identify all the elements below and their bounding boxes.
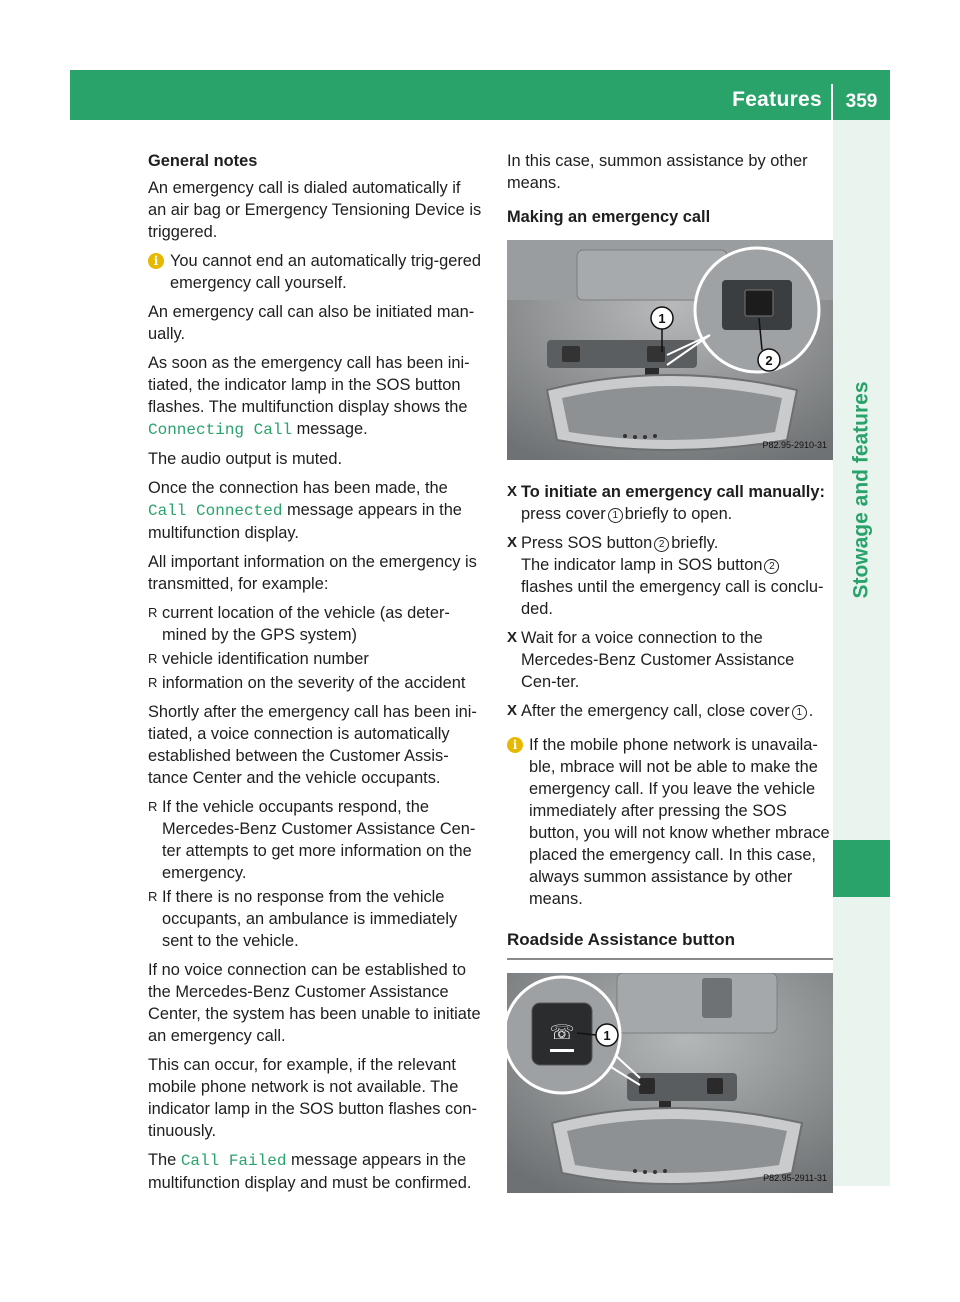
info-note xyxy=(507,734,833,910)
sos-button-figure xyxy=(507,240,833,460)
callout-2-icon: 2 xyxy=(654,537,669,552)
chapter-side-tab xyxy=(833,120,890,1186)
paragraph: If no voice connection can be established to the Mercedes-Benz Customer Assistance Center, the system has been unable to initiate an emergency call. xyxy=(148,961,481,1045)
list-item: R If the vehicle occupants respond, the Mercedes-Benz Customer Assistance Cen-ter attempts to get more information on the emergency. xyxy=(148,798,476,882)
overhead-control-panel-illustration xyxy=(507,240,833,460)
paragraph: An emergency call can also be initiated man-ually. xyxy=(148,303,475,343)
roadside-button-illustration xyxy=(507,973,833,1193)
list-item: R vehicle identification number xyxy=(148,650,369,668)
list-item: R current location of the vehicle (as deter-mined by the GPS system) xyxy=(148,604,450,644)
instruction-step: X Press SOS button 2 briefly. The indicator lamp in SOS button 2flashes until the emergency call is conclu-ded. xyxy=(507,534,824,618)
page-number: 359 xyxy=(845,91,878,112)
info-note xyxy=(148,250,483,294)
step-arrow-icon: X xyxy=(507,702,518,719)
response-list xyxy=(148,796,483,952)
transmitted-info-list xyxy=(148,602,483,694)
step-arrow-icon: X xyxy=(507,534,518,551)
info-icon: i xyxy=(507,737,523,753)
instruction-step: X Wait for a voice connection to the Mercedes-Benz Customer Assistance Cen-ter. xyxy=(507,629,795,691)
list-item: R information on the severity of the accident xyxy=(148,674,466,692)
info-note-text: If the mobile phone network is unavaila-ble, mbrace will not be able to make the emergency call. If you leave the vehicle immediately after pressing the SOS button, you will not know whether mbrace placed the emergency call. In this case, always summon assistance by other means. xyxy=(529,736,830,908)
svg-text:☏: ☏ xyxy=(549,1020,575,1044)
info-note-text: You cannot end an automatically trig-gered emergency call yourself. xyxy=(170,252,482,292)
svg-text:1: 1 xyxy=(603,1028,611,1043)
paragraph: The Call Failed message appears in the multifunction display and must be confirmed. xyxy=(148,1151,472,1192)
left-column xyxy=(148,150,483,1201)
general-notes-heading: General notes xyxy=(148,152,258,170)
callout-1-icon: 1 xyxy=(792,705,807,720)
info-icon: i xyxy=(148,253,164,269)
making-emergency-call-heading: Making an emergency call xyxy=(507,208,711,226)
roadside-assistance-heading: Roadside Assistance button xyxy=(507,929,833,960)
list-item: R If there is no response from the vehicle occupants, an ambulance is immediately sent to the vehicle. xyxy=(148,888,458,950)
chapter-marker xyxy=(833,840,890,897)
instruction-step: X To initiate an emergency call manually: press cover 1 briefly to open. xyxy=(507,483,825,523)
roadside-button-figure xyxy=(507,973,833,1193)
bullet-icon: R xyxy=(148,799,158,814)
figure-code: P82.95-2911-31 xyxy=(763,1173,827,1183)
paragraph: In this case, summon assistance by other means. xyxy=(507,152,808,192)
display-message-call-failed: Call Failed xyxy=(180,1152,287,1170)
callout-2-icon: 2 xyxy=(764,559,779,574)
bullet-icon: R xyxy=(148,605,158,620)
step-title: To initiate an emergency call manually: xyxy=(521,483,825,501)
instruction-step: X After the emergency call, close cover 1 . xyxy=(507,702,814,720)
display-message-call-connected: Call Connected xyxy=(148,502,283,520)
paragraph: Once the connection has been made, the Call Connected message appears in the multifunction display. xyxy=(148,479,462,542)
bullet-icon: R xyxy=(148,889,158,904)
svg-text:1: 1 xyxy=(658,311,666,326)
paragraph: All important information on the emergency is transmitted, for example: xyxy=(148,553,477,593)
display-message-connecting-call: Connecting Call xyxy=(148,421,293,439)
page-header xyxy=(70,70,890,120)
bullet-icon: R xyxy=(148,651,158,666)
step-arrow-icon: X xyxy=(507,629,518,646)
callout-1-icon: 1 xyxy=(608,508,623,523)
paragraph: The audio output is muted. xyxy=(148,450,343,468)
paragraph: An emergency call is dialed automatically if an air bag or Emergency Tensioning Device is triggered. xyxy=(148,179,482,241)
figure-code: P82.95-2910-31 xyxy=(762,440,827,450)
step-arrow-icon: X xyxy=(507,483,518,500)
chapter-label: Stowage and features xyxy=(849,381,873,599)
bullet-icon: R xyxy=(148,675,158,690)
paragraph: As soon as the emergency call has been ini-tiated, the indicator lamp in the SOS button flashes. The multifunction display shows the Connecting Call message. xyxy=(148,354,470,439)
paragraph: Shortly after the emergency call has been ini-tiated, a voice connection is automatically established between the Customer Assis-tance Center and the vehicle occupants. xyxy=(148,703,477,787)
right-column xyxy=(507,150,833,1214)
section-title: Features xyxy=(732,88,822,111)
paragraph: This can occur, for example, if the relevant mobile phone network is not available. The indicator lamp in the SOS button flashes con-tinuously. xyxy=(148,1056,477,1140)
svg-text:2: 2 xyxy=(765,353,773,368)
